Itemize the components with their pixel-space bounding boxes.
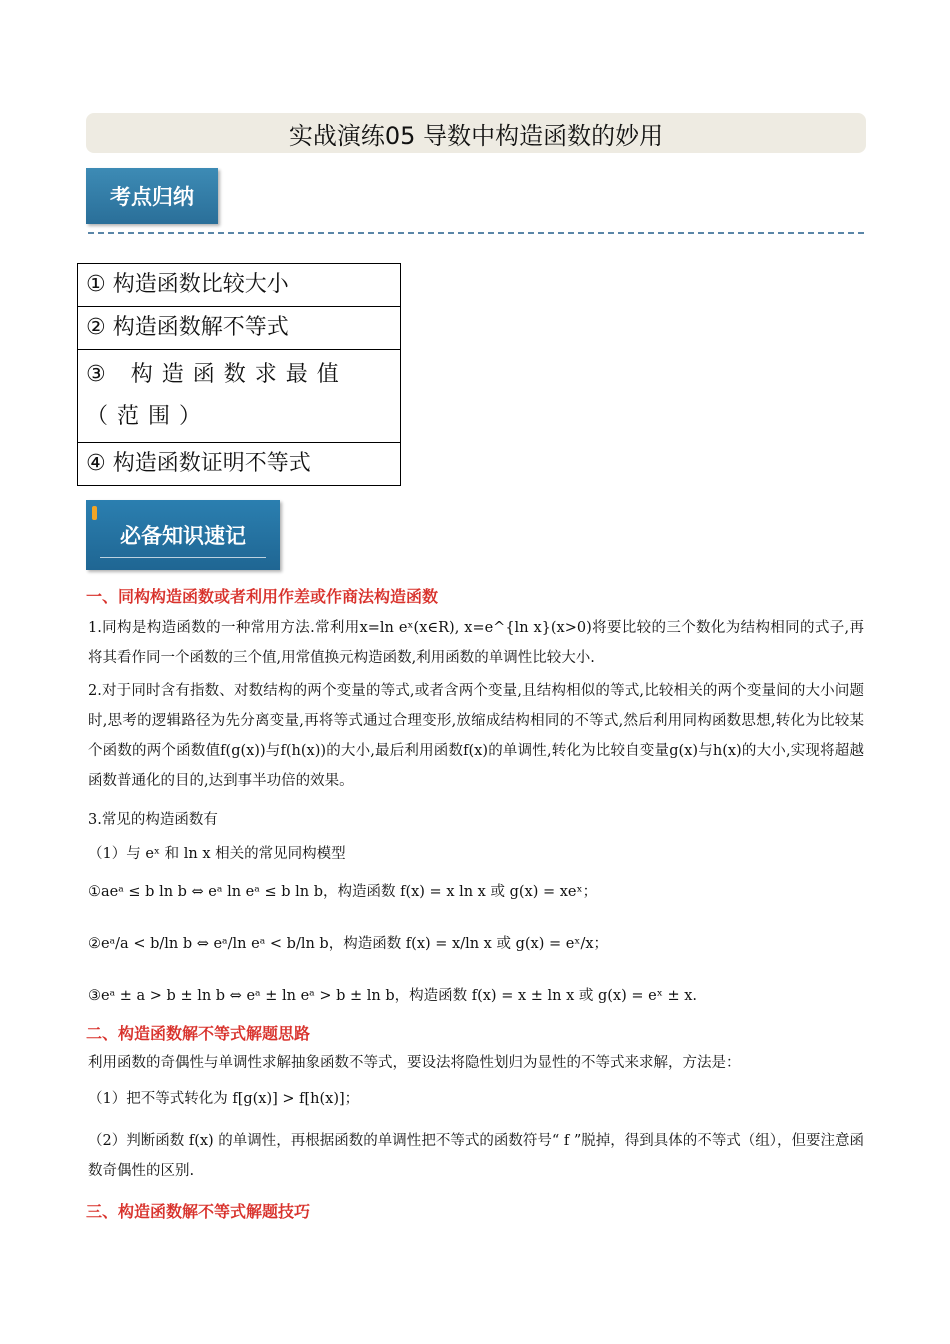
model-2: ②eᵃ/a < b/ln b ⇔ eᵃ/ln eᵃ < b/ln b，构造函数 f(x) = x/ln x 或 g(x) = eˣ/x；: [88, 936, 609, 952]
badge-accent-mark: [92, 506, 97, 520]
badge-underline: [100, 557, 266, 558]
dashed-divider: [88, 232, 864, 234]
section-heading-3: 三、构造函数解不等式解题技巧: [86, 1202, 311, 1221]
section-2-step-1: （1）把不等式转化为 f[g(x)] > f[h(x)]；: [88, 1091, 360, 1107]
topic-item: ① 构造函数比较大小: [78, 264, 401, 307]
topics-table: [77, 263, 401, 486]
paragraph-2: 2.对于同时含有指数、对数结构的两个变量的等式,或者含两个变量,且结构相似的等式,比较相关的两个变量间的大小问题时,思考的逻辑路径为先分离变量,再将等式通过合理变形,放缩成结构相同的不等式,然后利用同构函数思想,转化为比较某个函数的两个函数值f(g(x))与f(h(x))的大小,最后利用函数f(x)的单调性,转化为比较自变量g(x)与h(x)的大小,实现将超越函数普通化的目的,达到事半功倍的效果。: [88, 683, 864, 789]
model-1: ①aeᵃ ≤ b ln b ⇔ eᵃ ln eᵃ ≤ b ln b，构造函数 f(x) = x ln x 或 g(x) = xeˣ；: [88, 884, 598, 900]
section-2-step-2: （2）判断函数 f(x) 的单调性，再根据函数的单调性把不等式的函数符号“ f ”脱掉，得到具体的不等式（组），但要注意函数奇偶性的区别.: [88, 1133, 864, 1179]
badge-key-points: 考点归纳: [86, 168, 218, 224]
section-heading-2: 二、构造函数解不等式解题思路: [86, 1024, 311, 1043]
topic-item: ② 构造函数解不等式: [78, 307, 401, 350]
paragraph-3: 3.常见的构造函数有: [88, 812, 218, 828]
badge-knowledge-label: 必备知识速记: [120, 524, 246, 548]
badge-knowledge: [86, 500, 280, 570]
model-3: ③eᵃ ± a > b ± ln b ⇔ eᵃ ± ln eᵃ > b ± ln b，构造函数 f(x) = x ± ln x 或 g(x) = eˣ ± x.: [88, 988, 698, 1004]
paragraph-1: 1.同构是构造函数的一种常用方法.常利用x=ln eˣ(x∈R), x=e^{ln x}(x>0)将要比较的三个数化为结构相同的式子,再将其看作同一个函数的三个值,用常值换元构造函数,利用函数的单调性比较大小.: [88, 620, 864, 666]
section-heading-1: 一、同构构造函数或者利用作差或作商法构造函数: [86, 587, 439, 606]
section-2-intro: 利用函数的奇偶性与单调性求解抽象函数不等式，要设法将隐性划归为显性的不等式来求解，方法是：: [88, 1055, 741, 1071]
paragraph-3a: （1）与 eˣ 和 ln x 相关的常见同构模型: [88, 846, 346, 862]
page-title: 实战演练05 导数中构造函数的妙用: [86, 113, 866, 153]
topic-item: ④ 构造函数证明不等式: [78, 443, 401, 486]
topic-item: ③ 构造函数求最值（范围）: [78, 350, 401, 443]
